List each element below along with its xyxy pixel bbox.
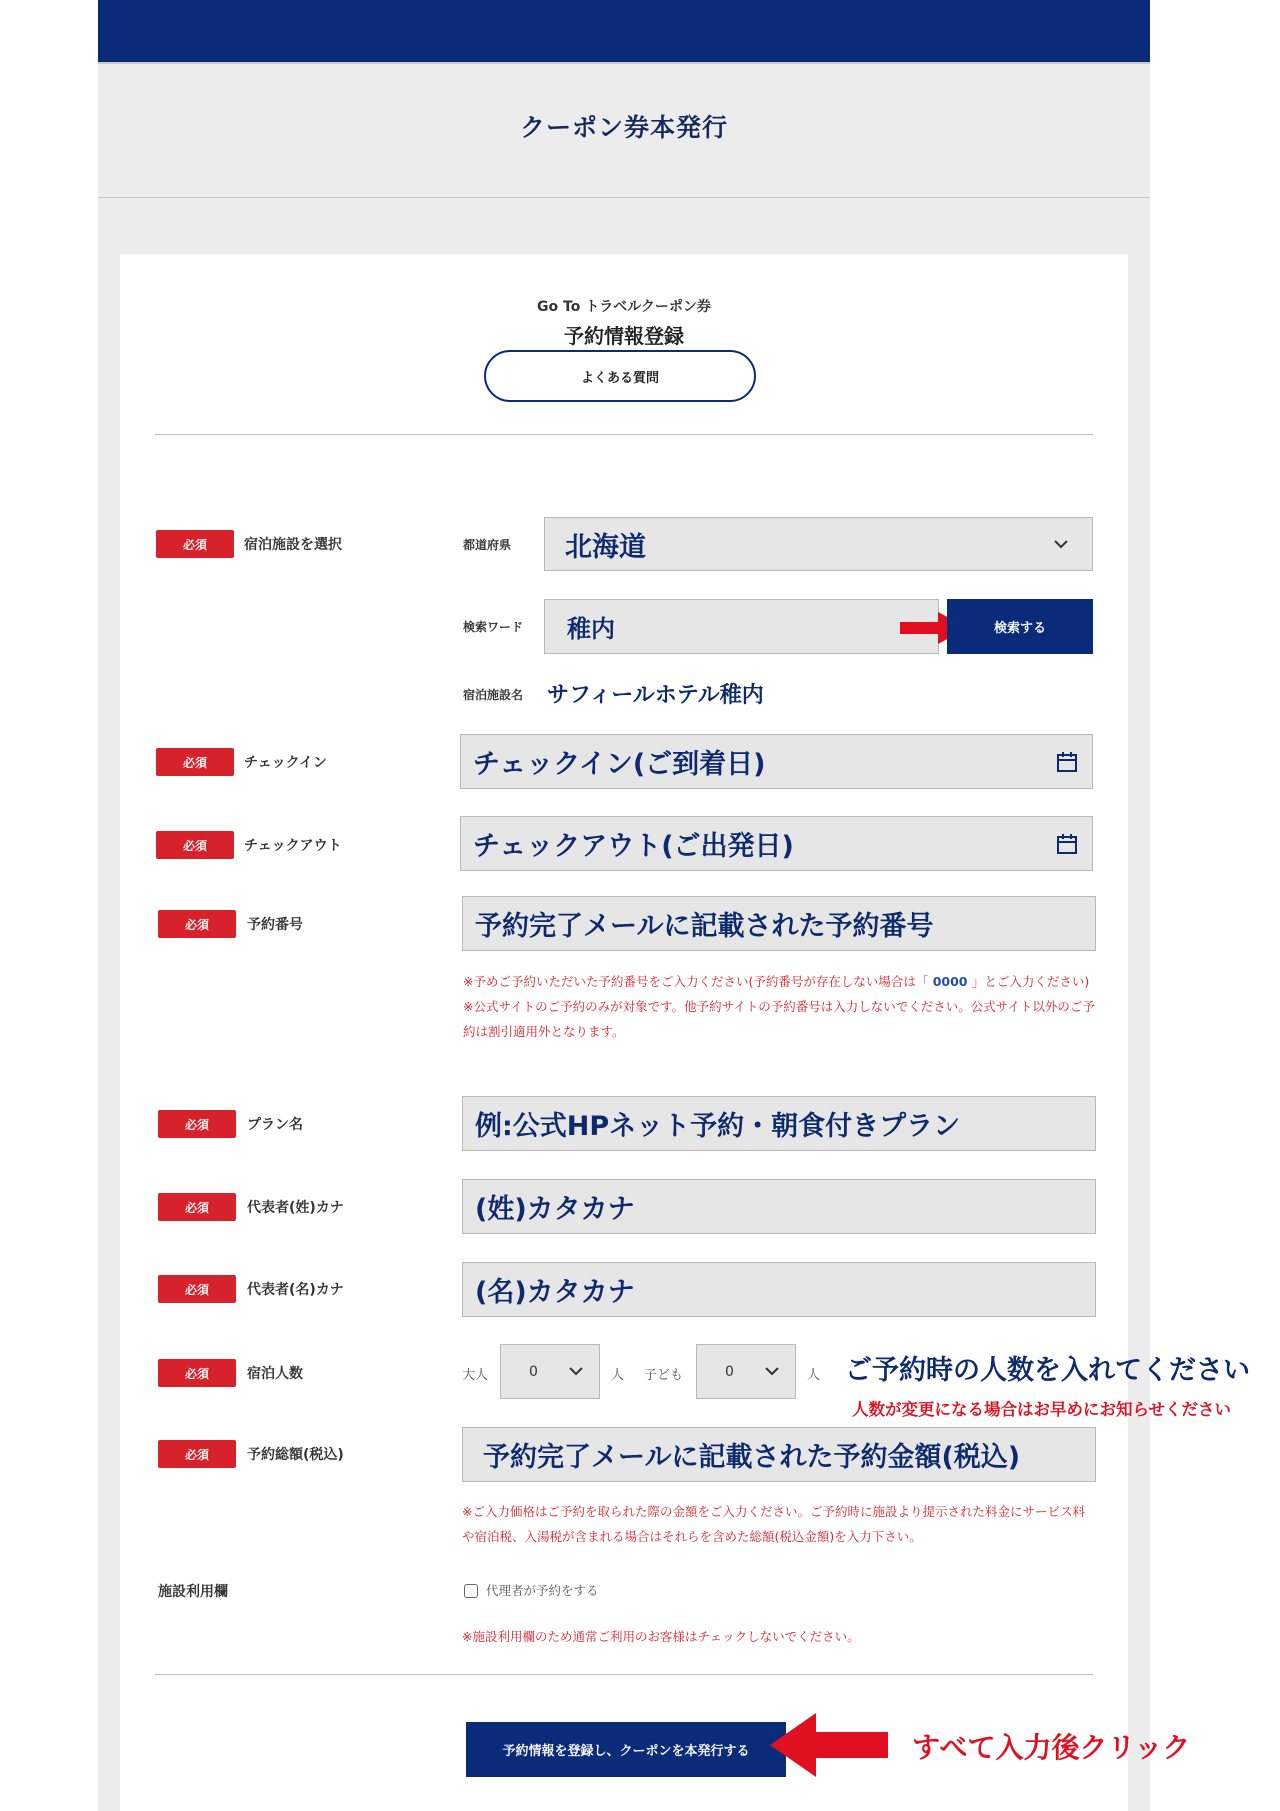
note-code: 0000 bbox=[928, 974, 972, 989]
total-input[interactable] bbox=[462, 1427, 1096, 1482]
checkin-label: チェックイン bbox=[244, 755, 327, 771]
first-name-placeholder: (名)カタカナ bbox=[475, 1277, 635, 1308]
first-name-input[interactable] bbox=[462, 1262, 1096, 1317]
guests-annotation: ご予約時の人数を入れてください bbox=[845, 1355, 1250, 1386]
facility-use-label: 施設利用欄 bbox=[158, 1584, 228, 1600]
last-name-placeholder: (姓)カタカナ bbox=[475, 1194, 635, 1225]
total-label: 予約総額(税込) bbox=[247, 1447, 344, 1463]
required-badge: 必須 bbox=[156, 530, 234, 558]
checkout-input[interactable] bbox=[460, 816, 1093, 871]
facility-use-note: ※施設利用欄のため通常ご利用のお客様はチェックしないでください。 bbox=[462, 1629, 860, 1644]
checkout-placeholder: チェックアウト(ご出発日) bbox=[473, 831, 794, 862]
plan-input[interactable] bbox=[462, 1096, 1096, 1151]
plan-label: プラン名 bbox=[247, 1117, 303, 1133]
top-bar bbox=[98, 0, 1150, 62]
page-title: クーポン券本発行 bbox=[519, 113, 728, 142]
total-placeholder: 予約完了メールに記載された予約金額(税込) bbox=[483, 1442, 1021, 1473]
keyword-input[interactable] bbox=[544, 599, 939, 654]
total-note: ※ご入力価格はご予約を取られた際の金額をご入力ください。ご予約時に施設より提示された料金にサービス料や宿泊税、入湯税が含まれる場合はそれらを含めた総額(税込金額)を入力下さい。 bbox=[462, 1504, 1085, 1544]
adult-unit: 人 bbox=[611, 1368, 625, 1383]
checkin-input[interactable] bbox=[460, 734, 1093, 789]
first-name-label: 代表者(名)カナ bbox=[247, 1282, 344, 1298]
required-badge: 必須 bbox=[156, 748, 234, 776]
adult-label: 大人 bbox=[462, 1368, 489, 1383]
required-badge: 必須 bbox=[156, 831, 234, 859]
last-name-input[interactable] bbox=[462, 1179, 1096, 1234]
checkout-label: チェックアウト bbox=[244, 838, 342, 854]
required-badge: 必須 bbox=[158, 1359, 236, 1387]
header-divider bbox=[98, 197, 1150, 198]
prefecture-label: 都道府県 bbox=[463, 538, 512, 552]
calendar-icon[interactable] bbox=[1056, 751, 1078, 773]
faq-button[interactable]: よくある質問 bbox=[484, 350, 756, 402]
required-badge: 必須 bbox=[158, 1440, 236, 1468]
proxy-checkbox-label[interactable]: 代理者が予約をする bbox=[486, 1583, 599, 1598]
required-badge: 必須 bbox=[158, 1275, 236, 1303]
prefecture-value: 北海道 bbox=[565, 531, 646, 563]
form-divider-bottom bbox=[155, 1674, 1093, 1675]
child-unit: 人 bbox=[807, 1368, 821, 1383]
keyword-label: 検索ワード bbox=[463, 620, 524, 634]
chevron-down-icon bbox=[765, 1367, 779, 1376]
keyword-value: 稚内 bbox=[567, 615, 615, 643]
note-text: 」とご入力ください) bbox=[971, 974, 1090, 989]
reservation-number-note bbox=[463, 969, 1096, 1044]
child-count-select[interactable] bbox=[696, 1344, 796, 1399]
required-badge: 必須 bbox=[158, 1193, 236, 1221]
submit-button[interactable]: 予約情報を登録し、クーポンを本発行する bbox=[466, 1722, 786, 1777]
facility-name-value: サフィールホテル稚内 bbox=[547, 683, 764, 708]
calendar-icon[interactable] bbox=[1056, 833, 1078, 855]
chevron-down-icon bbox=[1050, 533, 1072, 555]
checkin-placeholder: チェックイン(ご到着日) bbox=[473, 749, 766, 780]
guests-label: 宿泊人数 bbox=[247, 1366, 303, 1382]
guests-annotation-sub: 人数が変更になる場合はお早めにお知らせください bbox=[852, 1400, 1232, 1419]
last-name-label: 代表者(姓)カナ bbox=[247, 1200, 344, 1216]
facility-name-label: 宿泊施設名 bbox=[463, 688, 524, 702]
page-frame bbox=[98, 0, 1250, 1811]
submit-annotation: すべて入力後クリック bbox=[912, 1731, 1191, 1764]
reservation-number-placeholder: 予約完了メールに記載された予約番号 bbox=[475, 911, 934, 942]
adult-count-value: 0 bbox=[529, 1363, 538, 1380]
form-subtitle: Go To トラベルクーポン券 bbox=[537, 299, 711, 315]
form-title: 予約情報登録 bbox=[564, 324, 684, 348]
form-card bbox=[120, 254, 1250, 1811]
required-badge: 必須 bbox=[158, 910, 236, 938]
form-divider-top bbox=[155, 434, 1093, 435]
note-text: ※予めご予約いただいた予約番号をご入力ください(予約番号が存在しない場合は「 bbox=[463, 974, 929, 989]
required-badge: 必須 bbox=[158, 1110, 236, 1138]
child-count-value: 0 bbox=[725, 1363, 734, 1380]
prefecture-select[interactable] bbox=[544, 517, 1093, 571]
child-label: 子ども bbox=[644, 1368, 684, 1383]
reservation-number-input[interactable] bbox=[462, 896, 1096, 951]
chevron-down-icon bbox=[569, 1367, 583, 1376]
search-button[interactable]: 検索する bbox=[947, 599, 1093, 654]
plan-placeholder: 例:公式HPネット予約・朝食付きプラン bbox=[475, 1111, 961, 1142]
note-text: ※公式サイトのご予約のみが対象です。他予約サイトの予約番号は入力しないでください。公式サイト以外のご予約は割引適用外となります。 bbox=[463, 999, 1095, 1039]
facility-label: 宿泊施設を選択 bbox=[244, 537, 342, 553]
adult-count-select[interactable] bbox=[500, 1344, 600, 1399]
proxy-checkbox[interactable] bbox=[464, 1584, 478, 1598]
arrow-left-icon bbox=[770, 1710, 890, 1780]
top-divider bbox=[98, 62, 1150, 64]
reservation-number-label: 予約番号 bbox=[247, 917, 303, 933]
